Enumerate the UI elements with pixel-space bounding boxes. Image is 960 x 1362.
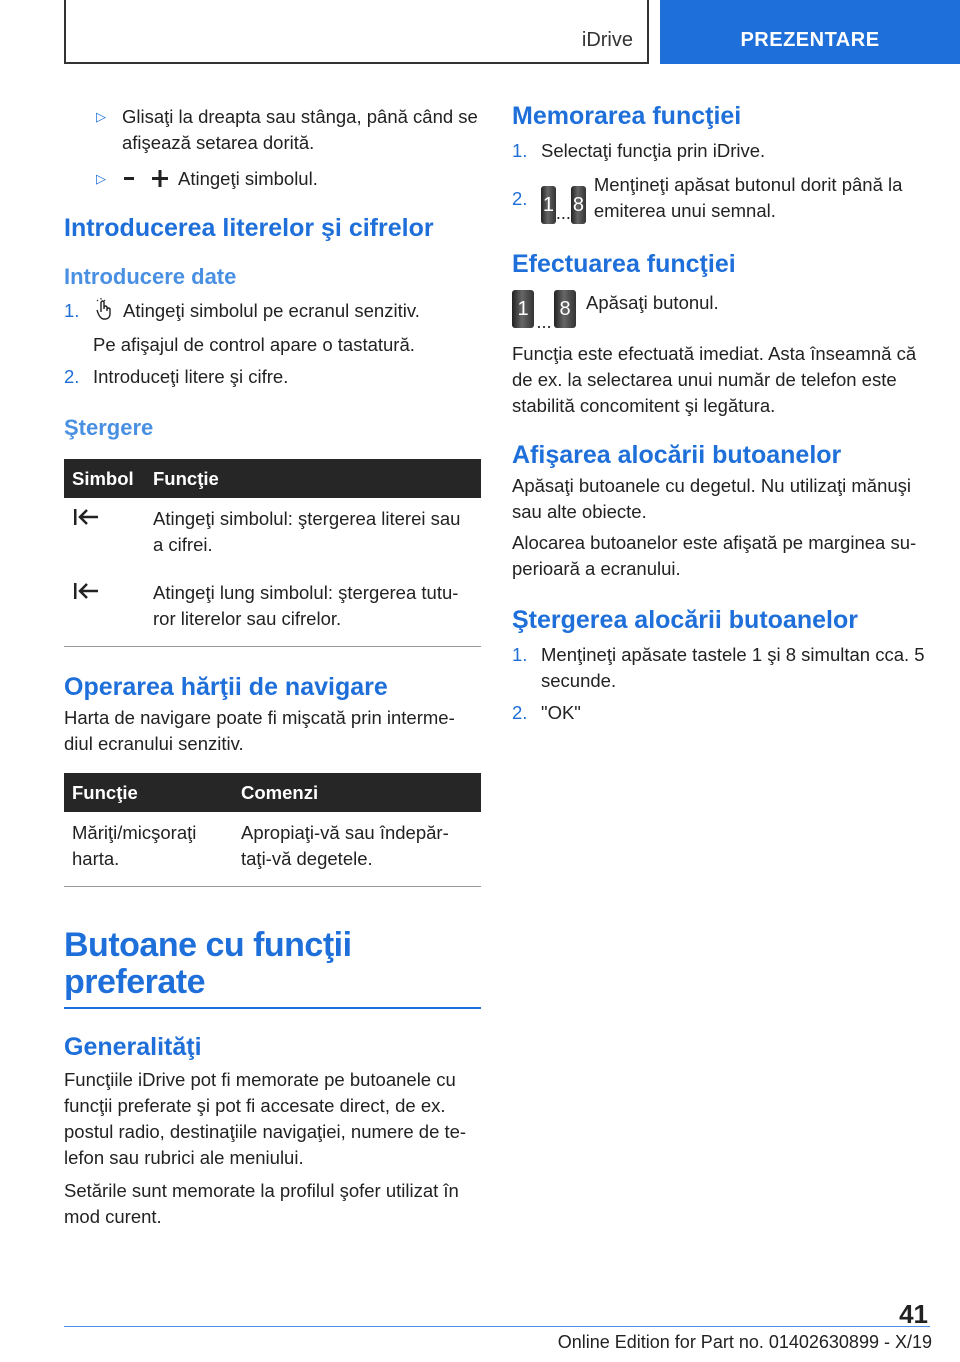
table-header: Simbol	[64, 459, 145, 498]
step-number: 2.	[64, 366, 80, 387]
step-number: 1.	[512, 644, 528, 665]
map-commands-table	[64, 773, 481, 887]
table-cell	[64, 572, 145, 647]
right-column	[512, 100, 930, 726]
page-number: 41	[899, 1299, 928, 1329]
step-text: Atingeţi simbolul pe ecranul senzitiv.	[123, 300, 420, 321]
step-number: 1.	[64, 300, 80, 321]
table-cell	[64, 498, 145, 572]
bullet-item	[96, 104, 481, 156]
ellipsis: ...	[536, 312, 552, 332]
header-chapter-tab	[660, 0, 960, 64]
heading-exec: Efectuarea funcţiei	[512, 250, 736, 278]
table-header: Comenzi	[233, 773, 481, 812]
step-number: 1.	[512, 140, 528, 161]
left-column	[64, 100, 481, 1230]
footer-rule	[64, 1326, 930, 1327]
table-row	[64, 498, 481, 572]
heading-map: Operarea hărţii de navigare	[64, 673, 388, 701]
numbered-step	[512, 172, 930, 224]
step-text: Menţineţi apăsat butonul dorit până la emiterea unui semnal.	[593, 174, 903, 221]
heading-rule	[64, 1007, 481, 1009]
footer-edition: Online Edition for Part no. 01402630899 - X/19	[557, 1332, 932, 1352]
table-cell: Atingeţi lung simbolul: ştergerea tutu- ror literelor sau cifrelor.	[145, 572, 481, 647]
minus-plus-icon	[122, 166, 178, 192]
numbered-step	[512, 138, 930, 164]
map-text: Harta de navigare poate fi mişcată prin interme- diul ecranului senzitiv.	[64, 707, 455, 754]
heading-favorites: Butoane cu funcţii preferate	[64, 926, 352, 1001]
table-header: Funcţie	[145, 459, 481, 498]
heading-general: Generalităţi	[64, 1033, 202, 1061]
step-text: "OK"	[541, 702, 581, 723]
exec-text: Apăsaţi butonul.	[586, 292, 719, 313]
table-cell: Măriţi/micşoraţi harta.	[64, 812, 233, 887]
touch-hand-icon	[93, 298, 123, 325]
bullet-text: Glisaţi la dreapta sau stânga, până când se afişează setarea dorită.	[122, 106, 478, 153]
delete-back-icon	[72, 506, 100, 528]
general-text: Funcţiile iDrive pot fi memorate pe butoanele cu funcţii preferate şi pot fi accesate direct, de ex. postul radio, destinaţiile navigaţiei, numere de te- lefon sau rubrici ale meniului.	[64, 1069, 467, 1168]
numbered-step	[512, 700, 930, 726]
table-cell: Atingeţi simbolul: ştergerea literei sau a cifrei.	[153, 508, 461, 555]
step-text: Introduceţi litere şi cifre.	[93, 366, 289, 387]
favorite-key-8-icon: 8	[571, 186, 586, 224]
exec-paragraph: Funcţia este efectuată imediat. Asta înseamnă că de ex. la selectarea unui număr de telefon este stabilită concomitent şi legătura.	[512, 343, 917, 416]
triangle-bullet-icon: ▷	[96, 109, 106, 124]
general-text: Setările sunt memorate la profilul şofer utilizat în mod curent.	[64, 1180, 459, 1227]
table-row	[64, 572, 481, 647]
table-row	[64, 812, 481, 887]
heading-delete: Ştergere	[64, 415, 154, 440]
ellipsis: ...	[555, 203, 571, 223]
table-header: Funcţie	[64, 773, 233, 812]
table-cell: Apropiaţi-vă sau îndepăr- taţi-vă degetele.	[233, 812, 481, 887]
exec-line	[512, 290, 930, 333]
step-text: Menţineţi apăsate tastele 1 şi 8 simultan cca. 5 secunde.	[541, 644, 925, 691]
show-text: Apăsaţi butoanele cu degetul. Nu utilizaţi mănuşi sau alte obiecte.	[512, 475, 912, 522]
heading-store: Memorarea funcţiei	[512, 102, 742, 130]
header-section-title: iDrive	[581, 29, 633, 51]
favorite-key-8-icon: 8	[554, 290, 576, 328]
favorite-key-1-icon: 1	[512, 290, 534, 328]
header-chapter-title: PREZENTARE	[740, 29, 880, 51]
numbered-step	[64, 364, 481, 390]
bullet-item	[96, 166, 481, 192]
heading-input: Introducere date	[64, 264, 237, 289]
show-text: Alocarea butoanelor este afişată pe marginea su- perioară a ecranului.	[512, 532, 917, 579]
delete-symbols-table	[64, 459, 481, 647]
delete-back-icon	[72, 580, 100, 602]
step-text: Pe afişajul de control apare o tastatură.	[93, 334, 415, 355]
heading-delete-alloc: Ştergerea alocării butoanelor	[512, 606, 858, 634]
step-number: 2.	[512, 702, 528, 723]
bullet-text: Atingeţi simbolul.	[178, 168, 318, 189]
header-section-box	[64, 0, 649, 64]
heading-letters: Introducerea literelor şi cifrelor	[64, 214, 434, 242]
step-number: 2.	[512, 188, 528, 209]
heading-show: Afişarea alocării butoanelor	[512, 441, 842, 469]
favorite-key-1-icon: 1	[541, 186, 556, 224]
numbered-step	[512, 642, 930, 694]
numbered-step	[64, 298, 481, 325]
step-text: Selectaţi funcţia prin iDrive.	[541, 140, 766, 161]
triangle-bullet-icon: ▷	[96, 171, 106, 186]
